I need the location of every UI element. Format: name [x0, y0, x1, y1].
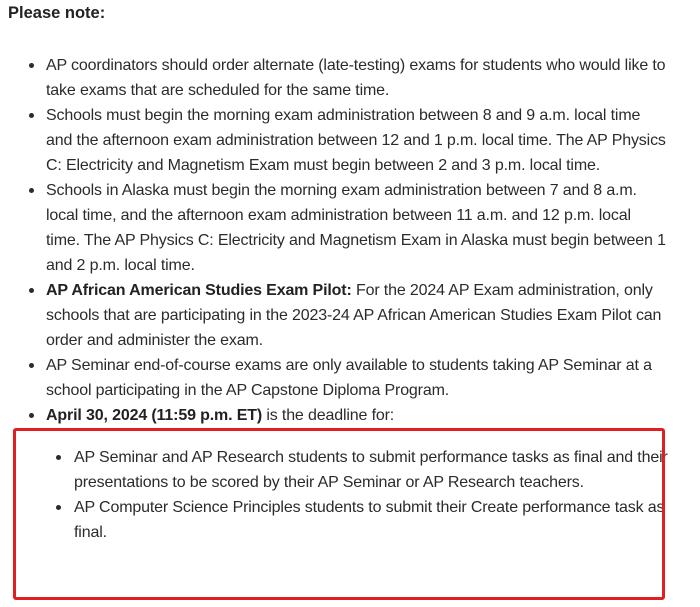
bullet-icon — [29, 63, 34, 68]
page-heading: Please note: — [8, 4, 106, 22]
note-item — [28, 178, 668, 278]
note-text: Schools in Alaska must begin the morning exam administration between 7 and 8 a.m. local time, and the afternoon exam administration between 11 a.m. and 12 p.m. local time. The AP Physics C: Electricity and Magnetism Exam in Alaska must begin between 1 and 2 p.m. local time. — [46, 182, 666, 274]
deadline-subitem-text: AP Seminar and AP Research students to submit performance tasks as final and their presentations to be scored by their AP Seminar or AP Research teachers. — [74, 449, 668, 491]
note-text: For the 2024 AP Exam administration, only schools that are participating in the 2023-24 AP African American Studies Exam Pilot can order and administer the exam. — [46, 282, 662, 349]
note-text: AP coordinators should order alternate (late-testing) exams for students who would like to take exams that are scheduled for the same time. — [46, 57, 666, 99]
note-item — [28, 353, 668, 403]
bullet-icon — [29, 188, 34, 193]
bullet-icon — [29, 288, 34, 293]
deadline-date: April 30, 2024 (11:59 p.m. ET) — [46, 407, 263, 424]
note-text: AP Seminar end-of-course exams are only available to students taking AP Seminar at a school participating in the AP Capstone Diploma Program. — [46, 357, 652, 399]
note-item — [28, 103, 668, 178]
note-text: Schools must begin the morning exam administration between 8 and 9 a.m. local time and the afternoon exam administration between 12 and 1 p.m. local time. The AP Physics C: Electricity and Magnetism Exam must begin between 2 and 3 p.m. local time. — [46, 107, 666, 174]
deadline-text: is the deadline for: — [262, 407, 395, 424]
bullet-icon — [29, 413, 34, 418]
highlight-box — [13, 428, 665, 600]
bullet-icon — [29, 363, 34, 368]
deadline-subitem-text: AP Computer Science Principles students to submit their Create performance task as final. — [74, 499, 665, 541]
note-item — [28, 278, 668, 353]
note-item — [28, 53, 668, 103]
bullet-icon — [29, 113, 34, 118]
note-bold-lead: AP African American Studies Exam Pilot: — [46, 282, 352, 299]
